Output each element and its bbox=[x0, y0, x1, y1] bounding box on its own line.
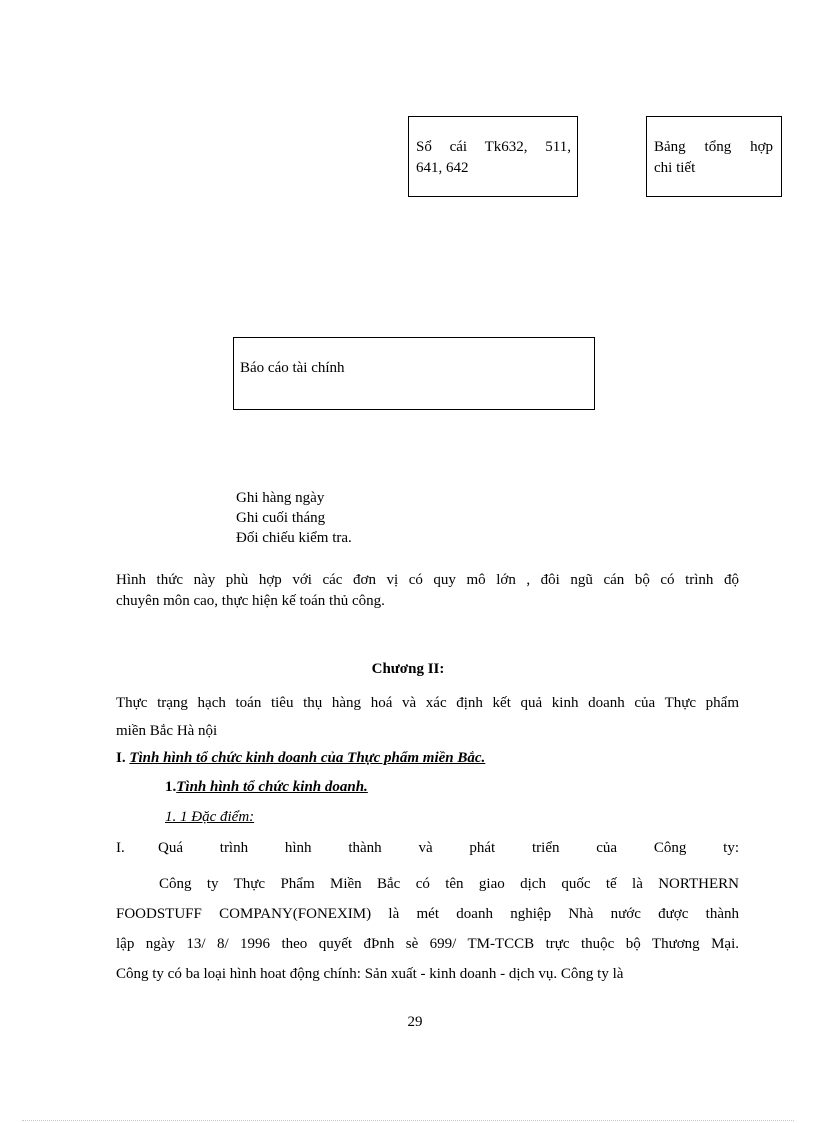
subsection-1-number: 1. bbox=[165, 779, 177, 795]
chapter-title: Chương II: bbox=[371, 661, 445, 677]
ledger-box-line1: Sổ cái Tk632, 511, bbox=[416, 139, 571, 155]
summary-box-line1: Bảng tổng hợp bbox=[654, 139, 773, 155]
subsection-1-title: Tình hình tổ chức kinh doanh. bbox=[176, 779, 368, 795]
paragraph2-line3: lập ngày 13/ 8/ 1996 theo quyết đÞnh sè 699/ TM-TCCB trực thuộc bộ Thương Mại. bbox=[116, 936, 739, 952]
section-1-heading bbox=[116, 750, 485, 767]
summary-box bbox=[646, 116, 782, 197]
chapter-subtitle bbox=[116, 689, 739, 745]
page-number: 29 bbox=[407, 1014, 423, 1030]
legend-monthly: Ghi cuối tháng bbox=[236, 510, 326, 526]
chapter-subtitle-line1: Thực trạng hạch toán tiêu thụ hàng hoá và xác định kết quả kinh doanh của Thực phẩm bbox=[116, 695, 739, 711]
ledger-box bbox=[408, 116, 578, 197]
paragraph1-line1: Hình thức này phù hợp với các đơn vị có quy mô lớn , đôi ngũ cán bộ có trình độ bbox=[116, 572, 739, 588]
legend-check: Đối chiếu kiểm tra. bbox=[236, 530, 352, 546]
paragraph2-line4: Công ty có ba loại hình hoat động chính: Sản xuất - kinh doanh - dịch vụ. Công ty là bbox=[116, 966, 624, 982]
paragraph1-line2: chuyên môn cao, thực hiện kế toán thủ công. bbox=[116, 593, 385, 609]
subsection-1-heading bbox=[165, 779, 368, 796]
section-1-title: Tình hình tổ chức kinh doanh của Thực phẩm miền Bắc. bbox=[129, 750, 486, 766]
section-1-number: I. bbox=[116, 750, 126, 766]
ledger-box-line2: 641, 642 bbox=[416, 160, 469, 176]
paragraph2-line2: FOODSTUFF COMPANY(FONEXIM) là mét doanh nghiệp Nhà nước được thành bbox=[116, 906, 739, 922]
paragraph-form-description bbox=[116, 570, 739, 612]
item-i-number: I. bbox=[116, 840, 125, 856]
page-bottom-rule bbox=[22, 1120, 794, 1121]
subsection-1-1-title: 1. 1 Đặc điểm: bbox=[165, 809, 255, 825]
item-i-text: Quá trình hình thành và phát triển của Công ty: bbox=[158, 840, 739, 856]
paragraph-company-history bbox=[116, 869, 739, 989]
financial-report-label: Báo cáo tài chính bbox=[240, 360, 345, 376]
summary-box-line2: chi tiết bbox=[654, 160, 696, 176]
legend-daily: Ghi hàng ngày bbox=[236, 490, 325, 506]
chapter-subtitle-line2: miền Bắc Hà nội bbox=[116, 723, 218, 739]
financial-report-box bbox=[233, 337, 595, 410]
paragraph2-line1: Công ty Thực Phẩm Miền Bắc có tên giao dịch quốc tế là NORTHERN bbox=[159, 876, 739, 892]
subsection-1-1-heading bbox=[165, 809, 254, 826]
